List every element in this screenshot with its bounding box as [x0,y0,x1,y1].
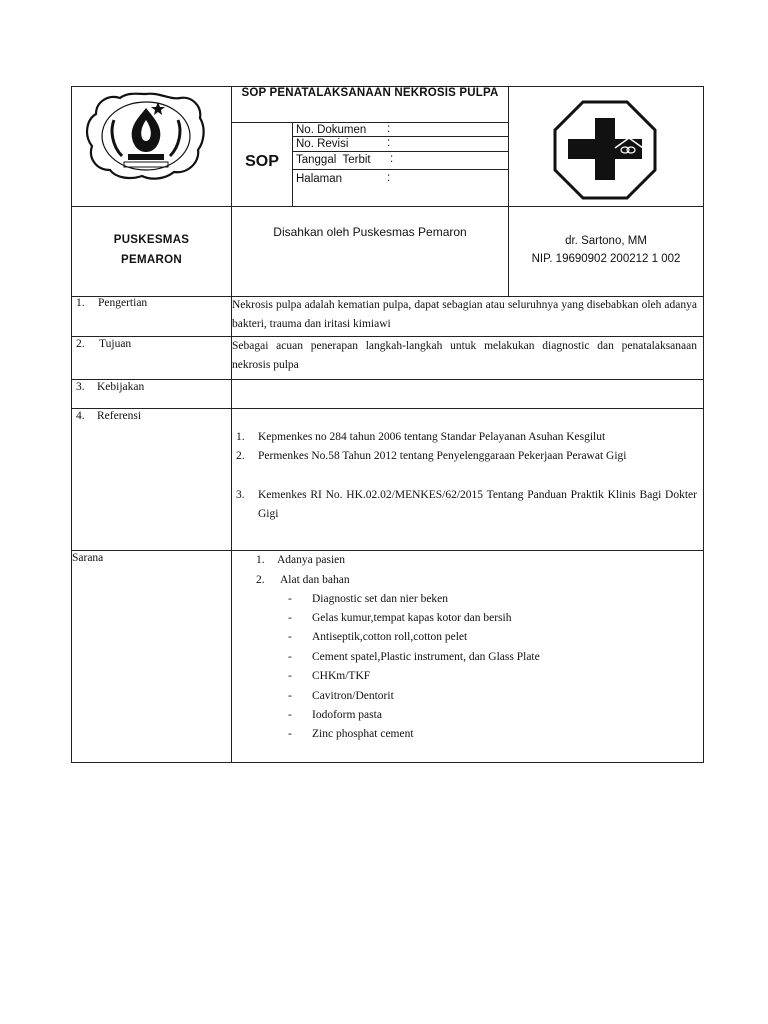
reference-item: Kemenkes RI No. HK.02.02/MENKES/62/2015 Tentang Panduan Praktik Klinis Bagi Dokter Gigi [258,489,697,520]
regency-emblem-icon [84,90,208,182]
header-divider [71,206,704,207]
section-label-tujuan: Tujuan [99,338,132,350]
meta-colon: : [390,153,394,165]
sarana-number: 2. [256,574,265,586]
equipment-item: Gelas kumur,tempat kapas kotor dan bersih [312,612,512,624]
meta-label-no-revisi: No. Revisi [296,138,349,150]
list-dash: - [288,651,292,663]
reference-item: Kepmenkes no 284 tahun 2006 tentang Standar Pelayanan Asuhan Kesgilut [258,431,606,443]
doctor-signature-block [509,232,703,268]
organization-line-2: PEMARON [121,254,182,266]
sop-cell-divider [292,122,293,206]
list-dash: - [288,612,292,624]
section-label-kebijakan: Kebijakan [97,381,145,393]
sarana-item: Adanya pasien [277,554,346,566]
approved-by-text: Disahkan oleh Puskesmas Pemaron [273,225,467,239]
puskesmas-cross-logo-icon [553,100,657,200]
meta-label-tanggal-terbit: Tanggal Terbit [296,154,371,166]
pengertian-text: Nekrosis pulpa adalah kematian pulpa, dapat sebagian atau seluruhnya yang disebabkan oleh adanya bakteri, trauma dan iritasi kimiawi [232,299,697,330]
list-dash: - [288,728,292,740]
meta-colon: : [387,123,391,135]
doctor-name: dr. Sartono, MM [565,235,647,247]
tujuan-divider [71,379,704,380]
list-dash: - [288,709,292,721]
meta-label-halaman: Halaman [296,173,343,185]
meta-colon: : [387,137,391,149]
list-dash: - [288,631,292,643]
sop-label: SOP [245,153,279,170]
label-column-divider [231,86,232,763]
reference-item: Permenkes No.58 Tahun 2012 tentang Penyelenggaraan Pekerjaan Perawat Gigi [258,450,627,462]
section-number: 4. [76,410,85,422]
section-label-sarana: Sarana [72,552,104,564]
doctor-nip: NIP. 19690902 200212 1 002 [531,253,681,265]
equipment-item: Zinc phosphat cement [312,728,414,740]
list-dash: - [288,593,292,605]
meta-row-divider [292,151,508,152]
sarana-item: Alat dan bahan [280,574,350,586]
equipment-item: Diagnostic set dan nier beken [312,593,449,605]
list-dash: - [288,690,292,702]
reference-number: 2. [236,450,245,462]
equipment-item: Cavitron/Dentorit [312,690,394,702]
equipment-item: Cement spatel,Plastic instrument, dan Glass Plate [312,651,540,663]
reference-number: 3. [236,489,245,501]
equipment-item: CHKm/TKF [312,670,371,682]
list-dash: - [288,670,292,682]
sarana-number: 1. [256,554,265,566]
organization-line-1: PUSKESMAS [113,234,190,246]
title-divider [231,122,508,123]
equipment-item: Antiseptik,cotton roll,cotton pelet [312,631,468,643]
tujuan-text: Sebagai acuan penerapan langkah-langkah untuk melakukan diagnostic dan penatalaksanaan nekrosis pulpa [232,340,697,371]
reference-number: 1. [236,431,245,443]
equipment-item: Iodoform pasta [312,709,382,721]
referensi-divider [71,550,704,551]
document-title: SOP PENATALAKSANAAN NEKROSIS PULPA [241,87,499,99]
section-number: 3. [76,381,85,393]
section-number: 2. [76,338,85,350]
organization-name [72,230,231,270]
section-label-referensi: Referensi [97,410,142,422]
section-label-pengertian: Pengertian [98,297,148,309]
meta-colon: : [387,172,391,184]
kebijakan-divider [71,408,704,409]
meta-row-divider [292,169,508,170]
section-number: 1. [76,297,85,309]
meta-label-no-dokumen: No. Dokumen [296,124,367,136]
